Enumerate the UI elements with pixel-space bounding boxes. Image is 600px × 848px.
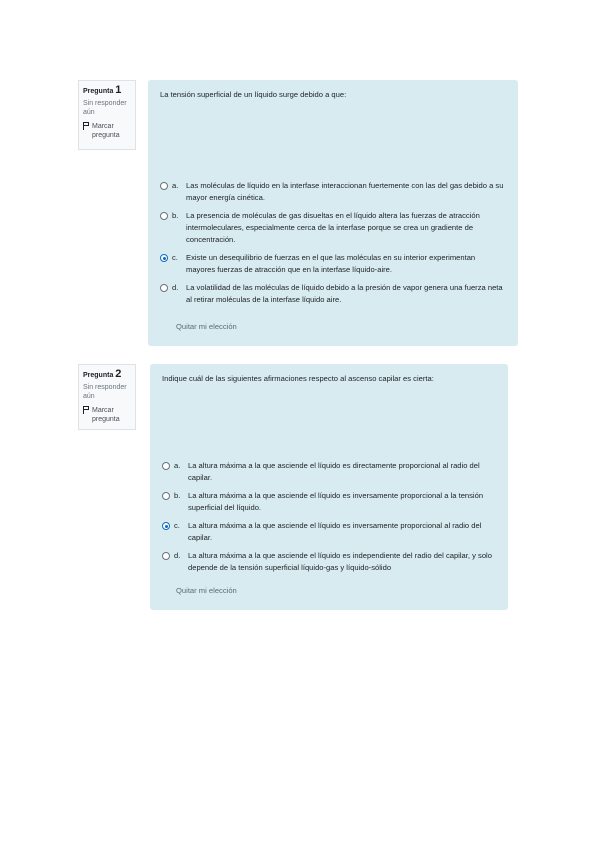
flag-icon <box>83 122 90 130</box>
answer-option-d[interactable]: d. La volatilidad de las moléculas de líquido debido a la presión de vapor genera una fuerza neta al retirar moléculas de la interfase líquido aire. <box>160 282 504 306</box>
answer-option-d[interactable]: d. La altura máxima a la que asciende el líquido es independiente del radio del capilar, y solo depende de la tensión superficial líquido-gas y líquido-sólido <box>162 550 494 574</box>
radio-button[interactable] <box>160 182 168 190</box>
radio-button[interactable] <box>160 212 168 220</box>
answer-option-b[interactable]: b. La altura máxima a la que asciende el líquido es inversamente proporcional a la tensión superficial del líquido. <box>162 490 494 514</box>
question-status: Sin responder aún <box>83 384 127 400</box>
clear-choice-link[interactable]: Quitar mi elección <box>176 322 237 331</box>
question-card-1 <box>148 80 518 346</box>
question-number-label: Pregunta 2 <box>83 368 122 380</box>
radio-button-selected[interactable] <box>162 522 170 530</box>
radio-button[interactable] <box>162 462 170 470</box>
answer-option-c[interactable]: c. La altura máxima a la que asciende el líquido es inversamente proporcional al radio del capilar. <box>162 520 494 544</box>
question-number-label: Pregunta 1 <box>83 84 122 96</box>
question-text: La tensión superficial de un líquido surge debido a que: <box>160 90 347 99</box>
clear-choice-link[interactable]: Quitar mi elección <box>176 586 237 595</box>
radio-button[interactable] <box>162 492 170 500</box>
flag-question-button[interactable]: Marcar pregunta <box>83 406 131 424</box>
radio-button[interactable] <box>162 552 170 560</box>
question-info-1 <box>78 80 136 150</box>
question-card-2 <box>150 364 508 610</box>
answer-list <box>160 180 504 312</box>
answer-option-b[interactable]: b. La presencia de moléculas de gas disueltas en el líquido altera las fuerzas de atracción intermoleculares, especialmente cerca de la interfase porque se crea un gradiente de concentración. <box>160 210 504 246</box>
question-text: Indique cuál de las siguientes afirmaciones respecto al ascenso capilar es cierta: <box>162 374 434 383</box>
flag-icon <box>83 406 90 414</box>
radio-button[interactable] <box>160 284 168 292</box>
answer-list <box>162 460 494 580</box>
flag-question-button[interactable]: Marcar pregunta <box>83 122 131 140</box>
question-info-2 <box>78 364 136 430</box>
radio-button-selected[interactable] <box>160 254 168 262</box>
question-status: Sin responder aún <box>83 100 127 116</box>
answer-option-a[interactable]: a. Las moléculas de líquido en la interfase interaccionan fuertemente con las del gas debido a su mayor energía cinética. <box>160 180 504 204</box>
answer-option-c[interactable]: c. Existe un desequilibrio de fuerzas en el que las moléculas en su interior experimentan mayores fuerzas de atracción que en la interfase líquido-aire. <box>160 252 504 276</box>
answer-option-a[interactable]: a. La altura máxima a la que asciende el líquido es directamente proporcional al radio del capilar. <box>162 460 494 484</box>
